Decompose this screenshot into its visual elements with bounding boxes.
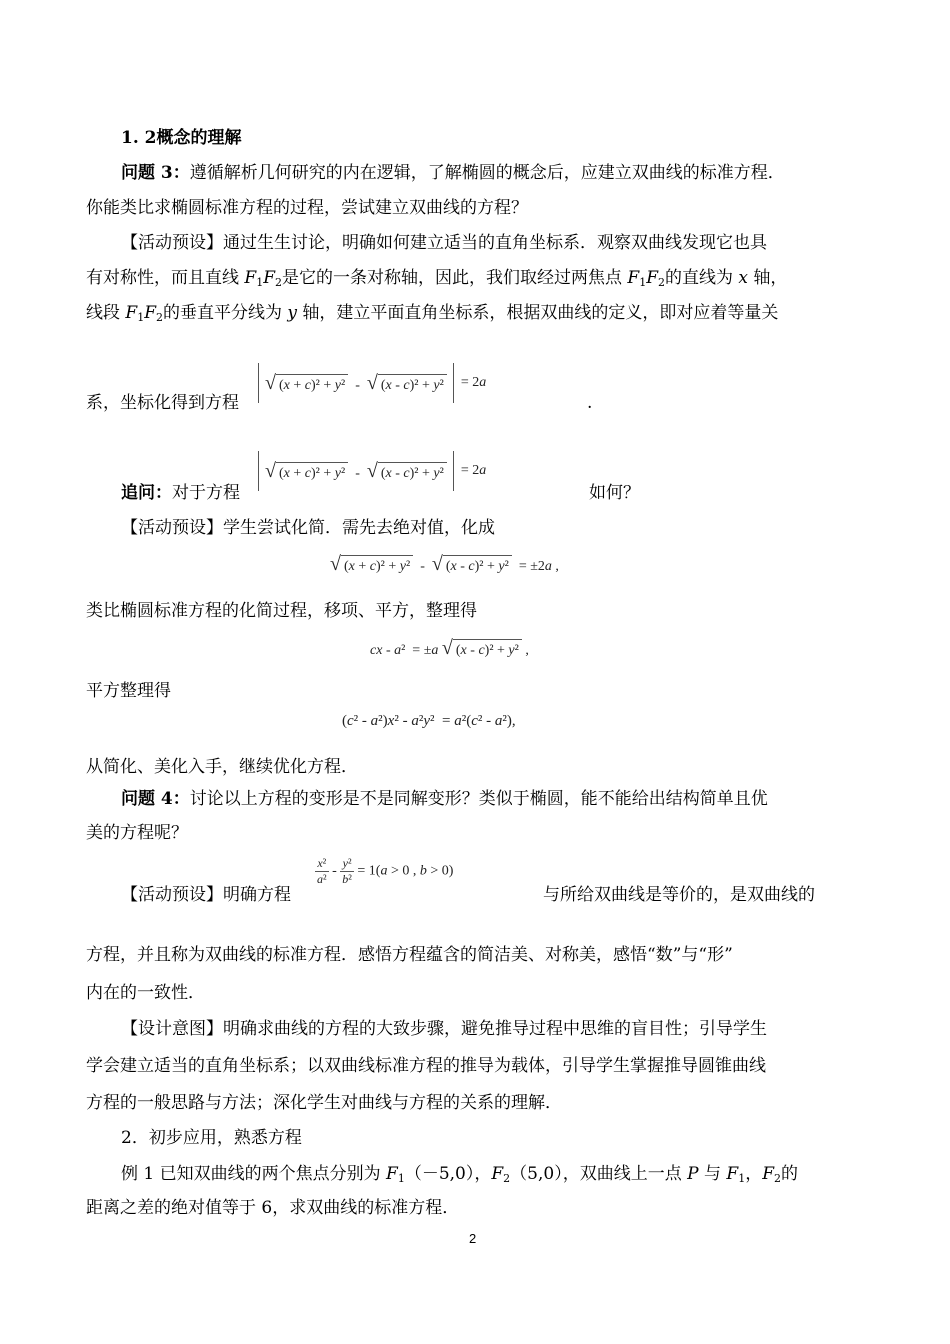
- preset-1-line-4: 系，坐标化得到方程: [86, 393, 239, 413]
- design-line-1: 【设计意图】明确求曲线的方程的大致步骤，避免推导过程中思维的盲目性；引导学生: [121, 1019, 767, 1039]
- example-1-line-1: 例 1 已知双曲线的两个焦点分别为 $F_1(-5,0)$，$F_2(5,0)$，双曲线上一点 P 与 $F_1$，$F_2$的: [121, 1164, 798, 1185]
- followup-tail: 如何？: [589, 483, 640, 503]
- section-heading: 1. 2概念的理解: [121, 128, 242, 148]
- preset-1-line-3: 线段 $F_1F_2$的垂直平分线为 y 轴，建立平面直角坐标系，根据双曲线的定义，即对应着等量关: [86, 303, 779, 324]
- equation-3: cx - a² = ±a √ (x - c)² + y² ,: [370, 637, 529, 662]
- equation-2: √ (x + c)² + y² - √ (x - c)² + y² = ±2a ,: [330, 553, 559, 578]
- preset-1-period: .: [587, 393, 593, 413]
- preset-3-line-3: 内在的一致性．: [86, 983, 205, 1003]
- preset-2-line-1: 【活动预设】学生尝试化简．需先去绝对值，化成: [121, 518, 495, 538]
- preset-2-line-3: 平方整理得: [86, 681, 171, 701]
- question-4-line-2: 美的方程呢？: [86, 823, 188, 843]
- page-number: 2: [469, 1231, 477, 1246]
- equation-1-repeat: √ (x + c)² + y² - √ (x - c)² + y² = 2a: [258, 451, 486, 491]
- preset-2-line-4: 从简化、美化入手，继续优化方程．: [86, 757, 358, 777]
- equation-1: √ (x + c)² + y² - √ (x - c)² + y² = 2a: [258, 363, 486, 403]
- preset-3-line-2: 方程，并且称为双曲线的标准方程．感悟方程蕴含的简洁美、对称美，感悟“数”与“形”: [86, 945, 733, 965]
- preset-3-line-1: 【活动预设】明确方程: [121, 885, 291, 905]
- preset-3-line-1-tail: 与所给双曲线是等价的，是双曲线的: [543, 885, 815, 905]
- equation-4: (c² - a²)x² - a²y² = a²(c² - a²),: [342, 713, 516, 729]
- followup-line: 追问：对于方程: [121, 483, 240, 503]
- example-1-line-2: 距离之差的绝对值等于 6，求双曲线的标准方程．: [86, 1198, 460, 1218]
- preset-2-line-2: 类比椭圆标准方程的化简过程，移项、平方，整理得: [86, 601, 477, 621]
- design-line-2: 学会建立适当的直角坐标系；以双曲线标准方程的推导为载体，引导学生掌握推导圆锥曲线: [86, 1056, 766, 1076]
- question-3-label: 问题 3：: [121, 163, 190, 183]
- preset-1-line-1: 【活动预设】通过生生讨论，明确如何建立适当的直角坐标系．观察双曲线发现它也具: [121, 233, 767, 253]
- section-2-heading: 2．初步应用，熟悉方程: [121, 1128, 302, 1148]
- design-line-3: 方程的一般思路与方法；深化学生对曲线与方程的关系的理解．: [86, 1093, 562, 1113]
- question-3-line-1: 问题 3：遵循解析几何研究的内在逻辑，了解椭圆的概念后，应建立双曲线的标准方程．: [121, 163, 785, 183]
- question-4-line-1: 问题 4：讨论以上方程的变形是不是同解变形？类似于椭圆，能不能给出结构简单且优: [121, 789, 768, 809]
- equation-5: $\frac{\text{x²}}{\text{a²}}$ - $\frac{\text{y²}}{\text{b²}}$ = 1(a > 0 , b > 0): [317, 856, 454, 886]
- question-3-line-2: 你能类比求椭圆标准方程的过程，尝试建立双曲线的方程？: [86, 198, 528, 218]
- preset-1-line-2: 有对称性，而且直线 $F_1F_2$是它的一条对称轴，因此，我们取经过两焦点 $F_1F_2$的直线为 x 轴，: [86, 268, 788, 289]
